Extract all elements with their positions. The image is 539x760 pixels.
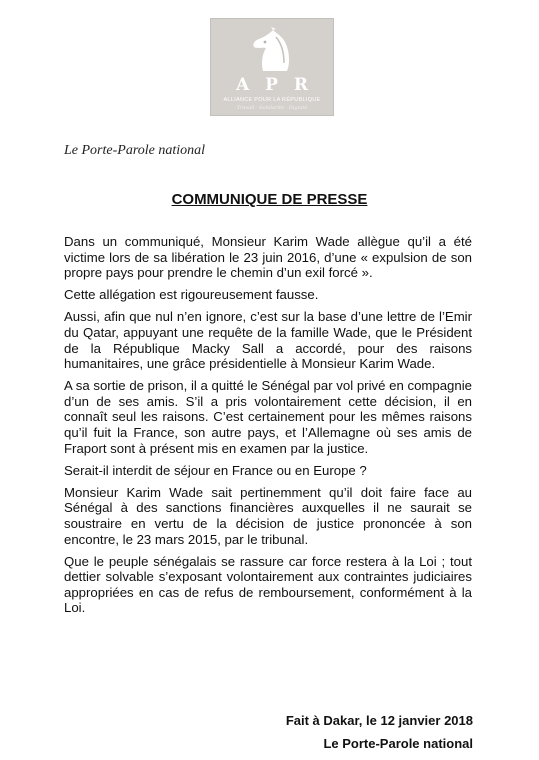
logo-letters: APR xyxy=(235,75,325,95)
press-release-title: COMMUNIQUE DE PRESSE xyxy=(171,191,368,208)
paragraph: Aussi, afin que nul n’en ignore, c’est sur la base d’une lettre de l’Emir du Qatar, appuyant une requête de la famille Wade, que le Président de la République Macky Sall a accordé, pour des raisons humanitaires, une grâce présidentielle à Monsieur Karim Wade. xyxy=(64,309,472,372)
paragraph: Serait-il interdit de séjour en France ou en Europe ? xyxy=(64,462,367,478)
apr-logo xyxy=(210,18,334,116)
horse-head-icon xyxy=(249,27,295,73)
paragraph: Monsieur Karim Wade sait pertinemment qu’il doit faire face au Sénégal à des sanctions financières auxquelles il ne saurait se soustraire en vertu de la décision de justice prononcée à son encontre, le 23 mars 2015, par le tribunal. xyxy=(64,484,472,547)
closing-signatory: Le Porte-Parole national xyxy=(323,736,473,751)
paragraph: A sa sortie de prison, il a quitté le Sénégal par vol privé en compagnie d’un de ses amis. S’il a pris volontairement cette décision, il en connaît seul les raisons. C’est certainement pour les mêmes raisons qu’il fuit la France, son autre pays, et l’Allemagne où ses amis de Fraport sont à présent mis en examen par la justice. xyxy=(64,378,472,456)
logo-motto: Travail · Solidarité · Dignité xyxy=(236,105,308,111)
paragraph: Que le peuple sénégalais se rassure car force restera à la Loi ; tout dettier solvable s’exposant volontairement aux contraintes judiciaires appropriées en cas de refus de remboursement, conformément à la Loi. xyxy=(64,553,472,616)
header-signatory: Le Porte-Parole national xyxy=(64,143,206,158)
place-and-date: Fait à Dakar, le 12 janvier 2018 xyxy=(285,713,473,728)
press-release-body xyxy=(64,234,472,623)
logo-subtitle: ALLIANCE POUR LA RÉPUBLIQUE xyxy=(223,97,321,103)
paragraph: Cette allégation est rigoureusement fausse. xyxy=(64,287,319,303)
paragraph: Dans un communiqué, Monsieur Karim Wade allègue qu’il a été victime lors de sa libération le 23 juin 2016, d’une « expulsion de son propre pays pour prendre le chemin d’un exil forcé ». xyxy=(64,234,472,281)
